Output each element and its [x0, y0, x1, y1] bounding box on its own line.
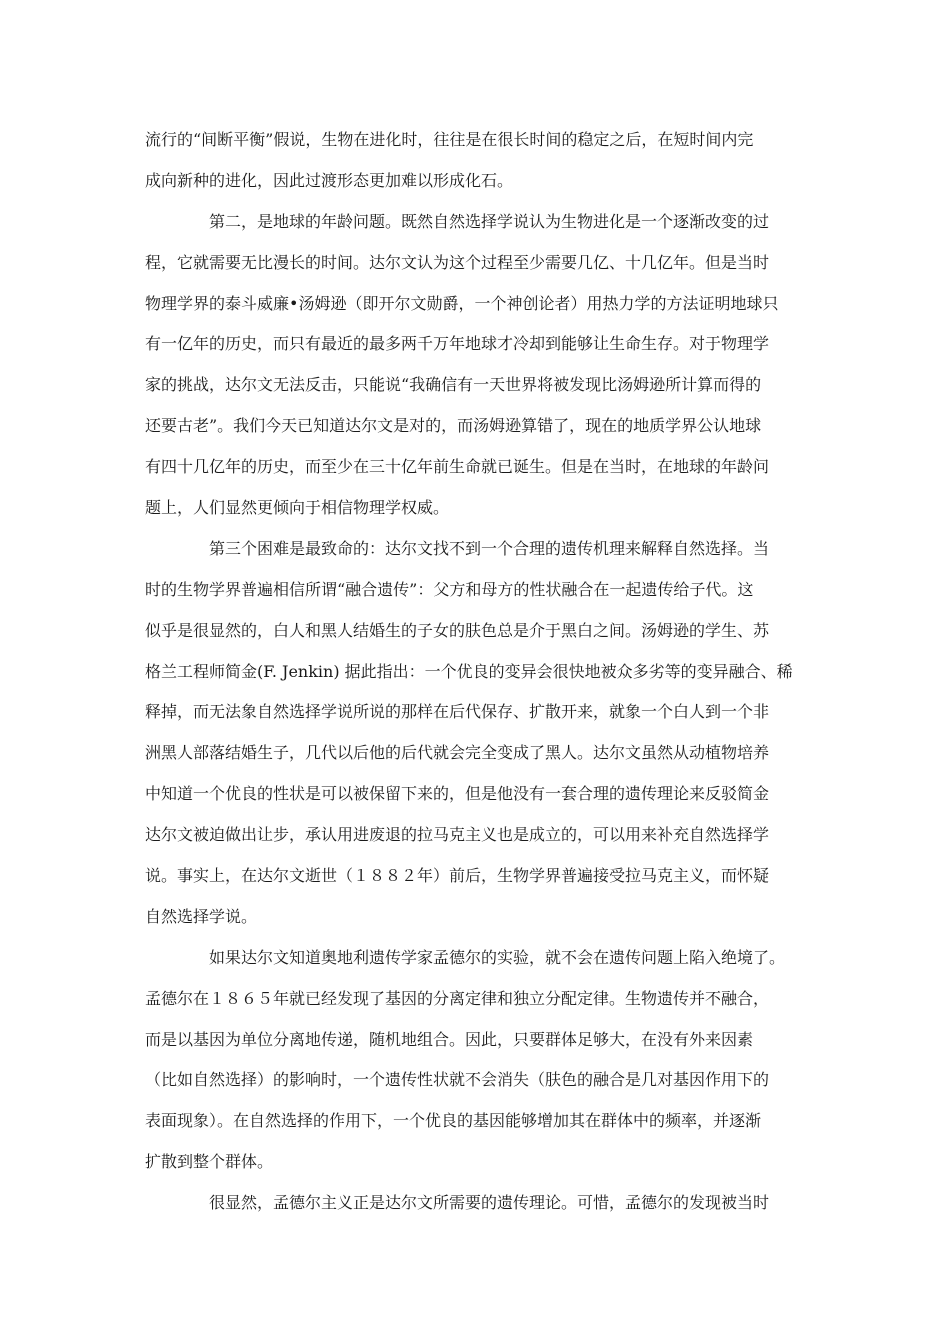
- paragraph-p3: [145, 529, 810, 938]
- paragraph-p1: [145, 120, 810, 202]
- text-line: 时的生物学界普遍相信所谓“融合遗传”：父方和母方的性状融合在一起遗传给子代。这: [145, 579, 754, 599]
- text-line: 成向新种的进化，因此过渡形态更加难以形成化石。: [145, 170, 514, 190]
- text-line: 表面现象）。在自然选择的作用下，一个优良的基因能够增加其在群体中的频率，并逐渐: [145, 1111, 762, 1131]
- text-line: 说。事实上，在达尔文逝世（１８８２年）前后，生物学界普遍接受拉马克主义，而怀疑: [145, 866, 770, 886]
- text-line: 释掉，而无法象自然选择学说所说的那样在后代保存、扩散开来，就象一个白人到一个非: [145, 702, 770, 722]
- text-line: 自然选择学说。: [145, 906, 258, 926]
- text-line: 家的挑战，达尔文无法反击，只能说“我确信有一天世界将被发现比汤姆逊所计算而得的: [145, 375, 762, 395]
- text-line: 有一亿年的历史，而只有最近的最多两千万年地球才冷却到能够让生命生存。对于物理学: [145, 334, 770, 354]
- text-line: 题上，人们显然更倾向于相信物理学权威。: [145, 498, 450, 518]
- text-line: （比如自然选择）的影响时，一个遗传性状就不会消失（肤色的融合是几对基因作用下的: [145, 1070, 770, 1090]
- text-line: 达尔文被迫做出让步，承认用进废退的拉马克主义也是成立的，可以用来补充自然选择学: [145, 825, 770, 845]
- text-line: 很显然，孟德尔主义正是达尔文所需要的遗传理论。可惜，孟德尔的发现被当时: [209, 1193, 770, 1213]
- text-line: 第三个困难是最致命的：达尔文找不到一个合理的遗传机理来解释自然选择。当: [209, 538, 770, 558]
- text-line: 孟德尔在１８６５年就已经发现了基因的分离定律和独立分配定律。生物遗传并不融合，: [145, 988, 770, 1008]
- document-body: [145, 120, 810, 1224]
- text-line: 程，它就需要无比漫长的时间。达尔文认为这个过程至少需要几亿、十几亿年。但是当时: [145, 252, 770, 272]
- text-line: 如果达尔文知道奥地利遗传学家孟德尔的实验，就不会在遗传问题上陷入绝境了。: [209, 947, 786, 967]
- text-line: 似乎是很显然的，白人和黑人结婚生的子女的肤色总是介于黑白之间。汤姆逊的学生、苏: [145, 620, 770, 640]
- paragraph-p4: [145, 938, 810, 1183]
- text-line: 还要古老”。我们今天已知道达尔文是对的，而汤姆逊算错了，现在的地质学界公认地球: [145, 416, 762, 436]
- paragraph-p5: [145, 1183, 810, 1224]
- paragraph-p2: [145, 202, 810, 529]
- text-line: 第二，是地球的年龄问题。既然自然选择学说认为生物进化是一个逐渐改变的过: [209, 211, 770, 231]
- text-line: 扩散到整个群体。: [145, 1152, 274, 1172]
- text-line: 物理学界的泰斗威廉•汤姆逊（即开尔文勋爵，一个神创论者）用热力学的方法证明地球只: [145, 293, 779, 313]
- text-line: 而是以基因为单位分离地传递，随机地组合。因此，只要群体足够大，在没有外来因素: [145, 1029, 754, 1049]
- text-line: 洲黑人部落结婚生子，几代以后他的后代就会完全变成了黑人。达尔文虽然从动植物培养: [145, 743, 770, 763]
- text-line: 格兰工程师简金(F. Jenkin) 据此指出：一个优良的变异会很快地被众多劣等的变异融合、稀: [145, 661, 793, 681]
- text-line: 有四十几亿年的历史，而至少在三十亿年前生命就已诞生。但是在当时，在地球的年龄问: [145, 457, 770, 477]
- text-line: 中知道一个优良的性状是可以被保留下来的，但是他没有一套合理的遗传理论来反驳简金: [145, 784, 770, 804]
- text-line: 流行的“间断平衡”假说，生物在进化时，往往是在很长时间的稳定之后，在短时间内完: [145, 130, 754, 149]
